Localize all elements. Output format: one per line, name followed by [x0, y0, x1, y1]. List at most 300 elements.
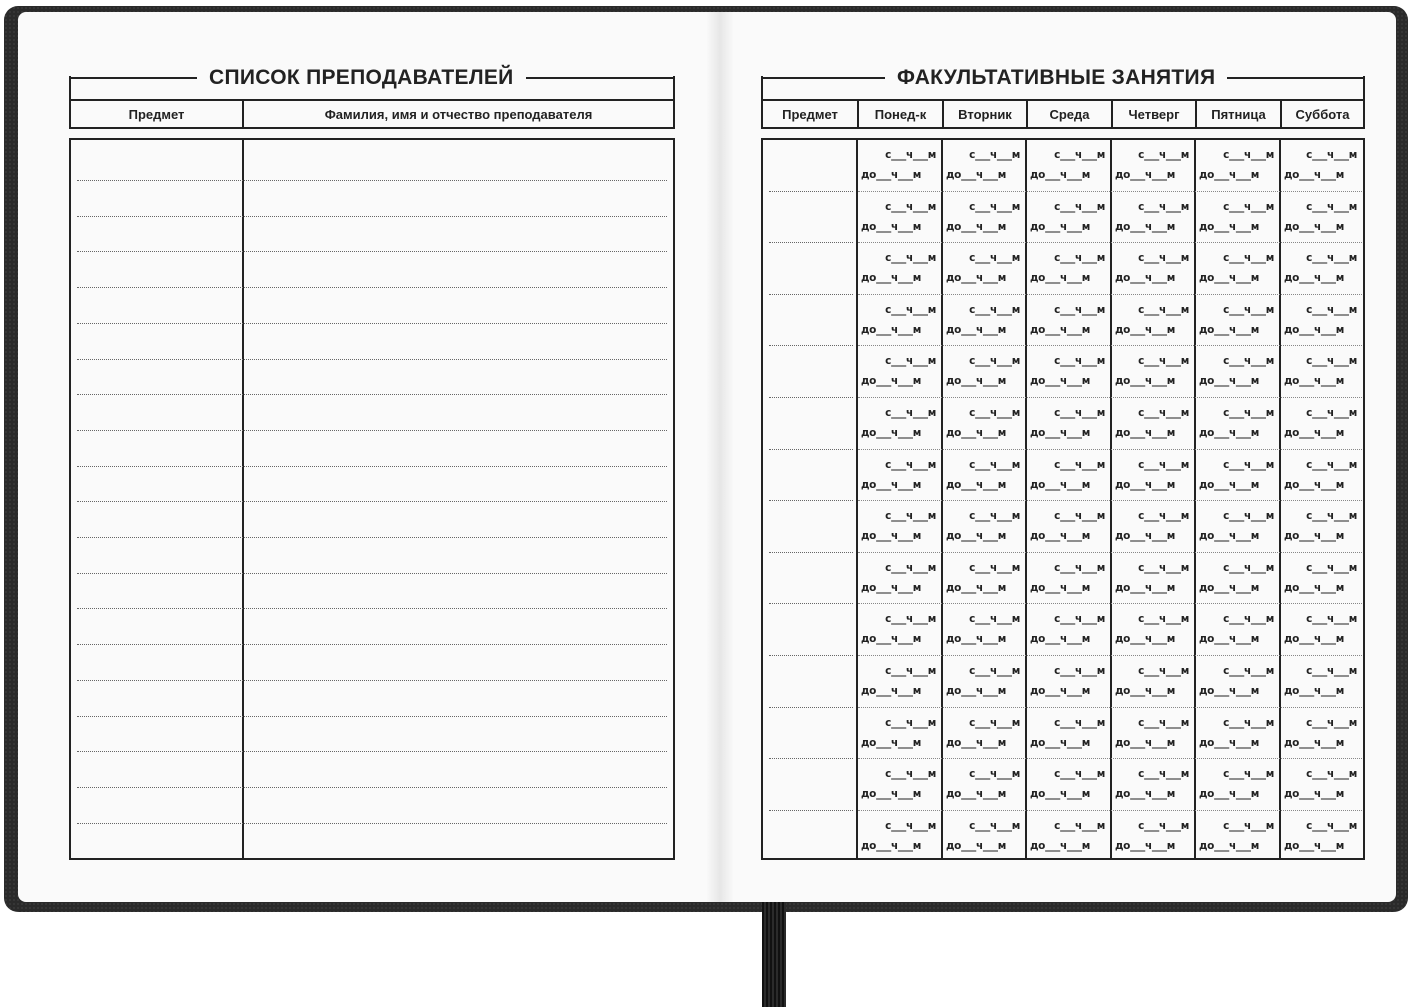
slot-to-text: до___ч___м	[1030, 375, 1090, 388]
grid-column-line	[1194, 140, 1196, 858]
subject-line[interactable]	[769, 397, 853, 398]
writing-line[interactable]	[77, 787, 667, 788]
slot-from-text: с___ч___м	[1306, 819, 1357, 832]
slot-from-text: с___ч___м	[1306, 407, 1357, 419]
writing-line[interactable]	[77, 287, 667, 288]
row-divider	[858, 294, 1362, 295]
slot-from-text: с___ч___м	[885, 303, 936, 316]
slot-to-text: до___ч___м	[1284, 169, 1344, 181]
slot-to-text: до___ч___м	[1115, 169, 1175, 181]
writing-line[interactable]	[77, 466, 667, 467]
teachers-title-row	[69, 63, 675, 93]
slot-from-text: с___ч___м	[885, 510, 936, 523]
time-slot[interactable]	[946, 146, 1022, 188]
slot-from-text: с___ч___м	[969, 355, 1020, 368]
slot-from-text: с___ч___м	[1306, 458, 1357, 471]
slot-from-text: с___ч___м	[969, 303, 1020, 316]
time-slot[interactable]	[1030, 249, 1107, 291]
time-slot[interactable]	[1115, 559, 1191, 601]
slot-to-text: до___ч___м	[1199, 323, 1259, 336]
slot-to-text: до___ч___м	[946, 323, 1006, 336]
time-slot[interactable]	[946, 559, 1022, 601]
writing-line[interactable]	[77, 323, 667, 324]
time-slot[interactable]	[1284, 817, 1359, 859]
slot-to-text: до___ч___м	[861, 685, 921, 697]
time-slot[interactable]	[1115, 404, 1191, 446]
subject-line[interactable]	[769, 191, 853, 192]
row-divider	[858, 552, 1362, 553]
time-slot[interactable]	[1284, 559, 1359, 601]
slot-from-text: с___ч___м	[1306, 613, 1357, 626]
time-slot[interactable]	[1199, 662, 1276, 704]
time-slot[interactable]	[946, 817, 1022, 859]
slot-from-text: с___ч___м	[969, 768, 1020, 781]
writing-line[interactable]	[77, 751, 667, 752]
slot-from-text: с___ч___м	[885, 716, 936, 729]
header-friday: Пятница	[1195, 101, 1280, 127]
title-bracket-right	[1363, 76, 1365, 100]
subject-line[interactable]	[769, 242, 853, 243]
slot-to-text: до___ч___м	[861, 478, 921, 491]
slot-from-text: с___ч___м	[1223, 252, 1274, 265]
slot-from-text: с___ч___м	[885, 200, 936, 213]
subject-line[interactable]	[769, 500, 853, 501]
slot-from-text: с___ч___м	[1223, 665, 1274, 677]
slot-to-text: до___ч___м	[1199, 633, 1259, 646]
slot-to-text: до___ч___м	[1199, 839, 1259, 852]
writing-line[interactable]	[77, 644, 667, 645]
slot-to-text: до___ч___м	[1284, 788, 1344, 801]
time-slot[interactable]	[861, 765, 938, 807]
slot-from-text: с___ч___м	[1138, 561, 1189, 574]
slot-from-text: с___ч___м	[1054, 407, 1105, 419]
slot-from-text: с___ч___м	[1223, 613, 1274, 626]
time-slot[interactable]	[1115, 352, 1191, 394]
subject-line[interactable]	[769, 294, 853, 295]
slot-from-text: с___ч___м	[885, 355, 936, 368]
slot-to-text: до___ч___м	[1199, 736, 1259, 749]
slot-from-text: с___ч___м	[1138, 458, 1189, 471]
slot-to-text: до___ч___м	[1284, 685, 1344, 697]
time-slot[interactable]	[1115, 198, 1191, 240]
teachers-header	[69, 99, 675, 129]
slot-to-text: до___ч___м	[946, 685, 1006, 697]
time-slot[interactable]	[1284, 456, 1359, 498]
time-slot[interactable]	[1199, 765, 1276, 807]
time-slot[interactable]	[1030, 765, 1107, 807]
time-slot[interactable]	[1284, 352, 1359, 394]
slot-to-text: до___ч___м	[1199, 788, 1259, 801]
row-divider	[858, 242, 1362, 243]
time-slot[interactable]	[1284, 507, 1359, 549]
header-teacher-name: Фамилия, имя и отчество преподавателя	[242, 101, 673, 127]
slot-to-text: до___ч___м	[861, 633, 921, 646]
subject-line[interactable]	[769, 345, 853, 346]
time-slot[interactable]	[946, 404, 1022, 446]
slot-from-text: с___ч___м	[1054, 510, 1105, 523]
slot-to-text: до___ч___м	[946, 633, 1006, 646]
time-slot[interactable]	[946, 662, 1022, 704]
header-thursday: Четверг	[1111, 101, 1195, 127]
slot-from-text: с___ч___м	[1306, 716, 1357, 729]
slot-from-text: с___ч___м	[885, 149, 936, 161]
time-slot[interactable]	[861, 301, 938, 343]
slot-from-text: с___ч___м	[1306, 665, 1357, 677]
time-slot[interactable]	[861, 714, 938, 756]
time-slot[interactable]	[1284, 714, 1359, 756]
time-slot[interactable]	[946, 714, 1022, 756]
time-slot[interactable]	[861, 456, 938, 498]
time-slot[interactable]	[1284, 765, 1359, 807]
slot-to-text: до___ч___м	[1284, 581, 1344, 594]
time-slot[interactable]	[1115, 249, 1191, 291]
time-slot[interactable]	[1199, 146, 1276, 188]
slot-to-text: до___ч___м	[1284, 272, 1344, 285]
time-slot[interactable]	[1030, 662, 1107, 704]
time-slot[interactable]	[1030, 404, 1107, 446]
slot-from-text: с___ч___м	[1306, 768, 1357, 781]
slot-to-text: до___ч___м	[946, 272, 1006, 285]
slot-to-text: до___ч___м	[1115, 685, 1175, 697]
time-slot[interactable]	[1115, 301, 1191, 343]
slot-from-text: с___ч___м	[969, 613, 1020, 626]
subject-line[interactable]	[769, 707, 853, 708]
slot-from-text: с___ч___м	[1223, 458, 1274, 471]
slot-to-text: до___ч___м	[861, 169, 921, 181]
slot-from-text: с___ч___м	[1306, 200, 1357, 213]
slot-to-text: до___ч___м	[1115, 220, 1175, 233]
row-divider	[858, 707, 1362, 708]
title-rule-right	[526, 77, 675, 79]
bookmark-ribbon[interactable]	[762, 900, 786, 1007]
time-slot[interactable]	[1115, 765, 1191, 807]
slot-to-text: до___ч___м	[1115, 478, 1175, 491]
time-slot[interactable]	[861, 507, 938, 549]
slot-to-text: до___ч___м	[861, 272, 921, 285]
title-rule-left	[761, 77, 885, 79]
writing-line[interactable]	[77, 251, 667, 252]
time-slot[interactable]	[1199, 352, 1276, 394]
slot-from-text: с___ч___м	[1054, 613, 1105, 626]
time-slot[interactable]	[1115, 610, 1191, 652]
subject-line[interactable]	[769, 810, 853, 811]
time-slot[interactable]	[861, 404, 938, 446]
slot-to-text: до___ч___м	[1115, 839, 1175, 852]
slot-from-text: с___ч___м	[1054, 716, 1105, 729]
slot-from-text: с___ч___м	[969, 665, 1020, 677]
title-bracket-left	[761, 76, 763, 100]
header-subject: Предмет	[782, 106, 838, 122]
slot-from-text: с___ч___м	[885, 768, 936, 781]
writing-line[interactable]	[77, 180, 667, 181]
time-slot[interactable]	[861, 249, 938, 291]
time-slot[interactable]	[1030, 352, 1107, 394]
time-slot[interactable]	[861, 146, 938, 188]
time-slot[interactable]	[861, 559, 938, 601]
time-slot[interactable]	[1284, 198, 1359, 240]
writing-line[interactable]	[77, 716, 667, 717]
subject-line[interactable]	[769, 449, 853, 450]
time-slot[interactable]	[1284, 662, 1359, 704]
time-slot[interactable]	[946, 765, 1022, 807]
time-slot[interactable]	[1115, 456, 1191, 498]
time-slot[interactable]	[1284, 301, 1359, 343]
slot-from-text: с___ч___м	[1223, 561, 1274, 574]
time-slot[interactable]	[1030, 559, 1107, 601]
slot-from-text: с___ч___м	[885, 665, 936, 677]
slot-from-text: с___ч___м	[969, 458, 1020, 471]
slot-from-text: с___ч___м	[1138, 303, 1189, 316]
grid-column-line	[1279, 140, 1281, 858]
slot-to-text: до___ч___м	[861, 736, 921, 749]
slot-to-text: до___ч___м	[1199, 685, 1259, 697]
writing-line[interactable]	[77, 823, 667, 824]
time-slot[interactable]	[1115, 662, 1191, 704]
slot-to-text: до___ч___м	[1284, 633, 1344, 646]
slot-from-text: с___ч___м	[1223, 510, 1274, 523]
time-slot[interactable]	[1030, 198, 1107, 240]
time-slot[interactable]	[1199, 714, 1276, 756]
slot-to-text: до___ч___м	[1284, 478, 1344, 491]
slot-from-text: с___ч___м	[1138, 407, 1189, 419]
subject-line[interactable]	[769, 603, 853, 604]
slot-from-text: с___ч___м	[1306, 252, 1357, 265]
slot-to-text: до___ч___м	[1284, 530, 1344, 543]
time-slot[interactable]	[1199, 610, 1276, 652]
time-slot[interactable]	[1199, 301, 1276, 343]
slot-to-text: до___ч___м	[946, 375, 1006, 388]
slot-to-text: до___ч___м	[1199, 478, 1259, 491]
slot-to-text: до___ч___м	[1030, 220, 1090, 233]
time-slot[interactable]	[946, 198, 1022, 240]
grid-column-line	[1110, 140, 1112, 858]
electives-header	[761, 99, 1365, 129]
title-bracket-left	[69, 76, 71, 100]
slot-to-text: до___ч___м	[1030, 685, 1090, 697]
row-divider	[858, 810, 1362, 811]
slot-to-text: до___ч___м	[861, 581, 921, 594]
time-slot[interactable]	[1030, 817, 1107, 859]
slot-to-text: до___ч___м	[1030, 427, 1090, 439]
title-bracket-right	[673, 76, 675, 100]
time-slot[interactable]	[861, 352, 938, 394]
page-gutter	[706, 12, 734, 902]
slot-from-text: с___ч___м	[1223, 819, 1274, 832]
time-slot[interactable]	[1115, 507, 1191, 549]
time-slot[interactable]	[946, 610, 1022, 652]
slot-to-text: до___ч___м	[946, 581, 1006, 594]
slot-from-text: с___ч___м	[1054, 200, 1105, 213]
slot-to-text: до___ч___м	[861, 323, 921, 336]
slot-to-text: до___ч___м	[1030, 323, 1090, 336]
slot-to-text: до___ч___м	[861, 839, 921, 852]
row-divider	[858, 655, 1362, 656]
slot-from-text: с___ч___м	[1306, 149, 1357, 161]
slot-to-text: до___ч___м	[946, 478, 1006, 491]
slot-from-text: с___ч___м	[885, 613, 936, 626]
writing-line[interactable]	[77, 216, 667, 217]
time-slot[interactable]	[1284, 249, 1359, 291]
time-slot[interactable]	[1199, 817, 1276, 859]
slot-from-text: с___ч___м	[885, 407, 936, 419]
slot-from-text: с___ч___м	[1138, 149, 1189, 161]
slot-from-text: с___ч___м	[1054, 768, 1105, 781]
grid-column-line	[1025, 140, 1027, 858]
slot-from-text: с___ч___м	[1054, 819, 1105, 832]
subject-line[interactable]	[769, 552, 853, 553]
row-divider	[858, 345, 1362, 346]
slot-to-text: до___ч___м	[1030, 581, 1090, 594]
slot-from-text: с___ч___м	[1138, 355, 1189, 368]
slot-to-text: до___ч___м	[1115, 375, 1175, 388]
slot-from-text: с___ч___м	[1054, 149, 1105, 161]
slot-from-text: с___ч___м	[1223, 303, 1274, 316]
slot-to-text: до___ч___м	[946, 220, 1006, 233]
slot-to-text: до___ч___м	[1030, 633, 1090, 646]
time-slot[interactable]	[1115, 146, 1191, 188]
time-slot[interactable]	[1199, 559, 1276, 601]
header-saturday: Суббота	[1280, 101, 1363, 127]
slot-from-text: с___ч___м	[1223, 355, 1274, 368]
slot-from-text: с___ч___м	[1138, 613, 1189, 626]
slot-from-text: с___ч___м	[1138, 510, 1189, 523]
slot-from-text: с___ч___м	[885, 561, 936, 574]
time-slot[interactable]	[1030, 507, 1107, 549]
slot-to-text: до___ч___м	[1199, 427, 1259, 439]
time-slot[interactable]	[861, 662, 938, 704]
slot-to-text: до___ч___м	[1284, 427, 1344, 439]
slot-to-text: до___ч___м	[1284, 220, 1344, 233]
slot-to-text: до___ч___м	[1284, 736, 1344, 749]
slot-to-text: до___ч___м	[1115, 272, 1175, 285]
slot-to-text: до___ч___м	[1199, 581, 1259, 594]
time-slot[interactable]	[946, 301, 1022, 343]
writing-line[interactable]	[77, 680, 667, 681]
slot-to-text: до___ч___м	[946, 736, 1006, 749]
time-slot[interactable]	[1199, 198, 1276, 240]
writing-line[interactable]	[77, 537, 667, 538]
slot-to-text: до___ч___м	[1199, 169, 1259, 181]
slot-from-text: с___ч___м	[1223, 149, 1274, 161]
time-slot[interactable]	[1115, 714, 1191, 756]
time-slot[interactable]	[1199, 249, 1276, 291]
electives-title: ФАКУЛЬТАТИВНЫЕ ЗАНЯТИЯ	[897, 66, 1216, 89]
slot-from-text: с___ч___м	[1306, 510, 1357, 523]
row-divider	[858, 758, 1362, 759]
time-slot[interactable]	[946, 456, 1022, 498]
time-slot[interactable]	[946, 352, 1022, 394]
row-divider	[858, 191, 1362, 192]
grid-column-line	[856, 140, 858, 858]
slot-to-text: до___ч___м	[946, 530, 1006, 543]
slot-to-text: до___ч___м	[861, 427, 921, 439]
slot-from-text: с___ч___м	[1054, 355, 1105, 368]
time-slot[interactable]	[1199, 507, 1276, 549]
writing-line[interactable]	[77, 501, 667, 502]
slot-from-text: с___ч___м	[969, 407, 1020, 419]
slot-from-text: с___ч___м	[969, 819, 1020, 832]
slot-to-text: до___ч___м	[1030, 478, 1090, 491]
writing-line[interactable]	[77, 608, 667, 609]
time-slot[interactable]	[1030, 301, 1107, 343]
title-rule-left	[69, 77, 197, 79]
time-slot[interactable]	[861, 610, 938, 652]
slot-to-text: до___ч___м	[1199, 272, 1259, 285]
row-divider	[858, 449, 1362, 450]
slot-to-text: до___ч___м	[1115, 530, 1175, 543]
time-slot[interactable]	[1030, 456, 1107, 498]
slot-from-text: с___ч___м	[1138, 716, 1189, 729]
time-slot[interactable]	[1030, 146, 1107, 188]
time-slot[interactable]	[1030, 610, 1107, 652]
slot-to-text: до___ч___м	[1030, 788, 1090, 801]
slot-from-text: с___ч___м	[1054, 665, 1105, 677]
subject-line[interactable]	[769, 758, 853, 759]
time-slot[interactable]	[1030, 714, 1107, 756]
time-slot[interactable]	[861, 198, 938, 240]
slot-from-text: с___ч___м	[969, 200, 1020, 213]
slot-from-text: с___ч___м	[1306, 303, 1357, 316]
slot-from-text: с___ч___м	[1223, 407, 1274, 419]
row-divider	[858, 500, 1362, 501]
slot-from-text: с___ч___м	[885, 458, 936, 471]
subject-line[interactable]	[769, 655, 853, 656]
writing-line[interactable]	[77, 359, 667, 360]
time-slot[interactable]	[1284, 404, 1359, 446]
slot-to-text: до___ч___м	[1030, 839, 1090, 852]
slot-from-text: с___ч___м	[1223, 200, 1274, 213]
slot-from-text: с___ч___м	[969, 252, 1020, 265]
slot-from-text: с___ч___м	[969, 510, 1020, 523]
slot-from-text: с___ч___м	[1054, 458, 1105, 471]
writing-line[interactable]	[77, 430, 667, 431]
teachers-table[interactable]	[69, 138, 675, 860]
slot-from-text: с___ч___м	[1306, 561, 1357, 574]
time-slot[interactable]	[1115, 817, 1191, 859]
time-slot[interactable]	[1199, 456, 1276, 498]
time-slot[interactable]	[861, 817, 938, 859]
slot-from-text: с___ч___м	[969, 561, 1020, 574]
time-slot[interactable]	[946, 249, 1022, 291]
electives-table[interactable]	[761, 138, 1365, 860]
writing-line[interactable]	[77, 394, 667, 395]
time-slot[interactable]	[946, 507, 1022, 549]
slot-from-text: с___ч___м	[1223, 768, 1274, 781]
slot-to-text: до___ч___м	[1115, 581, 1175, 594]
slot-to-text: до___ч___м	[1115, 633, 1175, 646]
time-slot[interactable]	[1284, 610, 1359, 652]
time-slot[interactable]	[1284, 146, 1359, 188]
writing-line[interactable]	[77, 573, 667, 574]
slot-to-text: до___ч___м	[1115, 323, 1175, 336]
grid-column-line	[941, 140, 943, 858]
slot-from-text: с___ч___м	[1306, 355, 1357, 368]
slot-from-text: с___ч___м	[969, 149, 1020, 161]
slot-to-text: до___ч___м	[861, 530, 921, 543]
slot-to-text: до___ч___м	[1030, 272, 1090, 285]
slot-to-text: до___ч___м	[861, 788, 921, 801]
slot-to-text: до___ч___м	[946, 788, 1006, 801]
slot-from-text: с___ч___м	[885, 252, 936, 265]
slot-to-text: до___ч___м	[1284, 323, 1344, 336]
slot-from-text: с___ч___м	[1138, 768, 1189, 781]
slot-from-text: с___ч___м	[1138, 819, 1189, 832]
slot-to-text: до___ч___м	[861, 220, 921, 233]
slot-from-text: с___ч___м	[969, 716, 1020, 729]
slot-from-text: с___ч___м	[885, 819, 936, 832]
time-slot[interactable]	[1199, 404, 1276, 446]
slot-to-text: до___ч___м	[1030, 530, 1090, 543]
